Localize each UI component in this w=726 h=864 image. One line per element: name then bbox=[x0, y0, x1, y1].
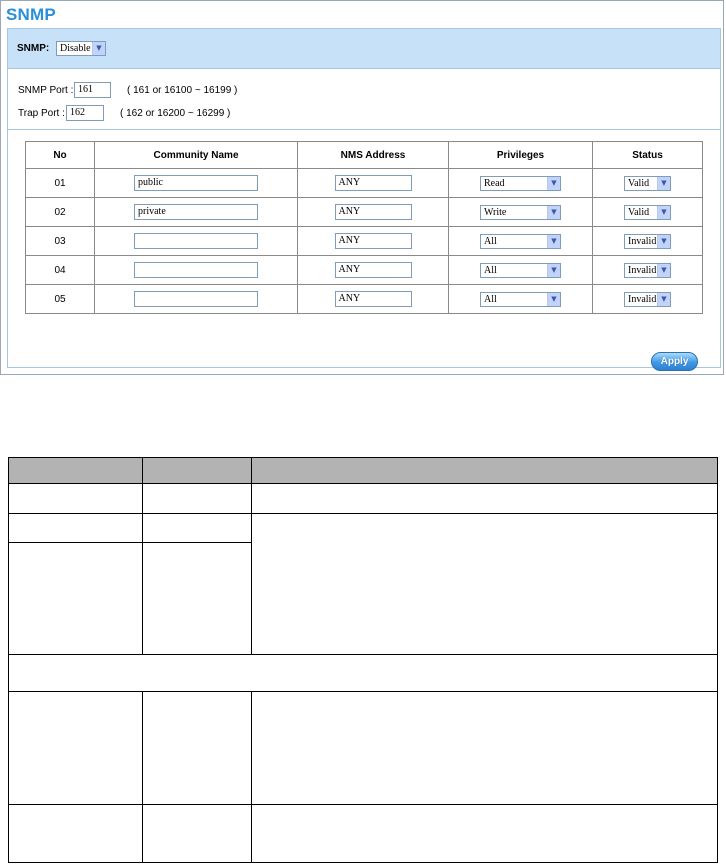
row-number: 04 bbox=[26, 256, 95, 285]
description-row bbox=[9, 513, 718, 542]
chevron-down-icon: ▼ bbox=[92, 42, 105, 55]
column-header: No bbox=[26, 142, 95, 169]
status-select[interactable] bbox=[624, 292, 671, 307]
community-name-input[interactable] bbox=[134, 291, 258, 307]
privileges-select[interactable] bbox=[480, 263, 561, 278]
table-row bbox=[26, 256, 703, 285]
community-name-input[interactable]: private bbox=[134, 204, 258, 220]
privileges-select[interactable] bbox=[480, 234, 561, 249]
nms-address-input[interactable]: ANY bbox=[335, 291, 412, 307]
status-select[interactable] bbox=[624, 263, 671, 278]
status-value: Valid bbox=[628, 206, 650, 218]
description-table bbox=[8, 457, 718, 863]
chevron-down-icon: ▼ bbox=[547, 293, 560, 306]
description-row bbox=[9, 692, 718, 805]
status-select[interactable] bbox=[624, 176, 671, 191]
description-row bbox=[9, 484, 718, 513]
table-row bbox=[26, 198, 703, 227]
privileges-value: Read bbox=[484, 177, 505, 189]
description-section-row bbox=[9, 654, 718, 691]
chevron-down-icon: ▼ bbox=[547, 206, 560, 219]
status-value: Invalid bbox=[628, 293, 657, 305]
status-select[interactable] bbox=[624, 234, 671, 249]
snmp-settings-box bbox=[7, 28, 721, 368]
status-value: Invalid bbox=[628, 235, 657, 247]
trap-port-label: Trap Port : bbox=[18, 108, 65, 119]
chevron-down-icon: ▼ bbox=[657, 264, 670, 277]
community-table bbox=[25, 141, 703, 314]
privileges-value: All bbox=[484, 293, 497, 305]
privileges-select[interactable] bbox=[480, 176, 561, 191]
nms-address-input[interactable]: ANY bbox=[335, 233, 412, 249]
column-header: NMS Address bbox=[298, 142, 449, 169]
community-name-input[interactable] bbox=[134, 233, 258, 249]
chevron-down-icon: ▼ bbox=[657, 235, 670, 248]
table-row bbox=[26, 227, 703, 256]
port-settings bbox=[8, 70, 720, 130]
page-title: SNMP bbox=[6, 5, 56, 24]
community-table-area bbox=[8, 130, 720, 367]
status-select[interactable] bbox=[624, 205, 671, 220]
nms-address-input[interactable]: ANY bbox=[335, 262, 412, 278]
row-number: 02 bbox=[26, 198, 95, 227]
table-row bbox=[26, 285, 703, 314]
snmp-panel bbox=[0, 0, 724, 375]
community-name-input[interactable] bbox=[134, 262, 258, 278]
privileges-value: All bbox=[484, 235, 497, 247]
community-name-input[interactable]: public bbox=[134, 175, 258, 191]
privileges-value: Write bbox=[484, 206, 507, 218]
nms-address-input[interactable]: ANY bbox=[335, 204, 412, 220]
status-value: Valid bbox=[628, 177, 650, 189]
privileges-select[interactable] bbox=[480, 205, 561, 220]
trap-port-hint: ( 162 or 16200 ~ 16299 ) bbox=[120, 108, 231, 119]
privileges-value: All bbox=[484, 264, 497, 276]
nms-address-input[interactable]: ANY bbox=[335, 175, 412, 191]
column-header: Community Name bbox=[95, 142, 298, 169]
snmp-port-label: SNMP Port : bbox=[18, 85, 74, 96]
apply-button[interactable]: Apply bbox=[651, 352, 698, 371]
column-header: Status bbox=[593, 142, 703, 169]
chevron-down-icon: ▼ bbox=[657, 206, 670, 219]
snmp-port-hint: ( 161 or 16100 ~ 16199 ) bbox=[127, 85, 238, 96]
snmp-enable-value: Disable bbox=[60, 43, 91, 54]
description-row bbox=[9, 805, 718, 863]
table-row bbox=[26, 169, 703, 198]
status-value: Invalid bbox=[628, 264, 657, 276]
snmp-port-input[interactable]: 161 bbox=[74, 82, 111, 98]
description-header-row bbox=[9, 458, 718, 484]
snmp-enable-bar bbox=[8, 29, 720, 69]
row-number: 01 bbox=[26, 169, 95, 198]
column-header: Privileges bbox=[449, 142, 593, 169]
table-header-row bbox=[26, 142, 703, 169]
row-number: 05 bbox=[26, 285, 95, 314]
privileges-select[interactable] bbox=[480, 292, 561, 307]
snmp-label: SNMP: bbox=[17, 43, 50, 54]
chevron-down-icon: ▼ bbox=[547, 235, 560, 248]
row-number: 03 bbox=[26, 227, 95, 256]
trap-port-input[interactable]: 162 bbox=[66, 105, 104, 121]
snmp-enable-select[interactable] bbox=[56, 41, 106, 56]
chevron-down-icon: ▼ bbox=[547, 264, 560, 277]
chevron-down-icon: ▼ bbox=[547, 177, 560, 190]
chevron-down-icon: ▼ bbox=[657, 177, 670, 190]
chevron-down-icon: ▼ bbox=[657, 293, 670, 306]
